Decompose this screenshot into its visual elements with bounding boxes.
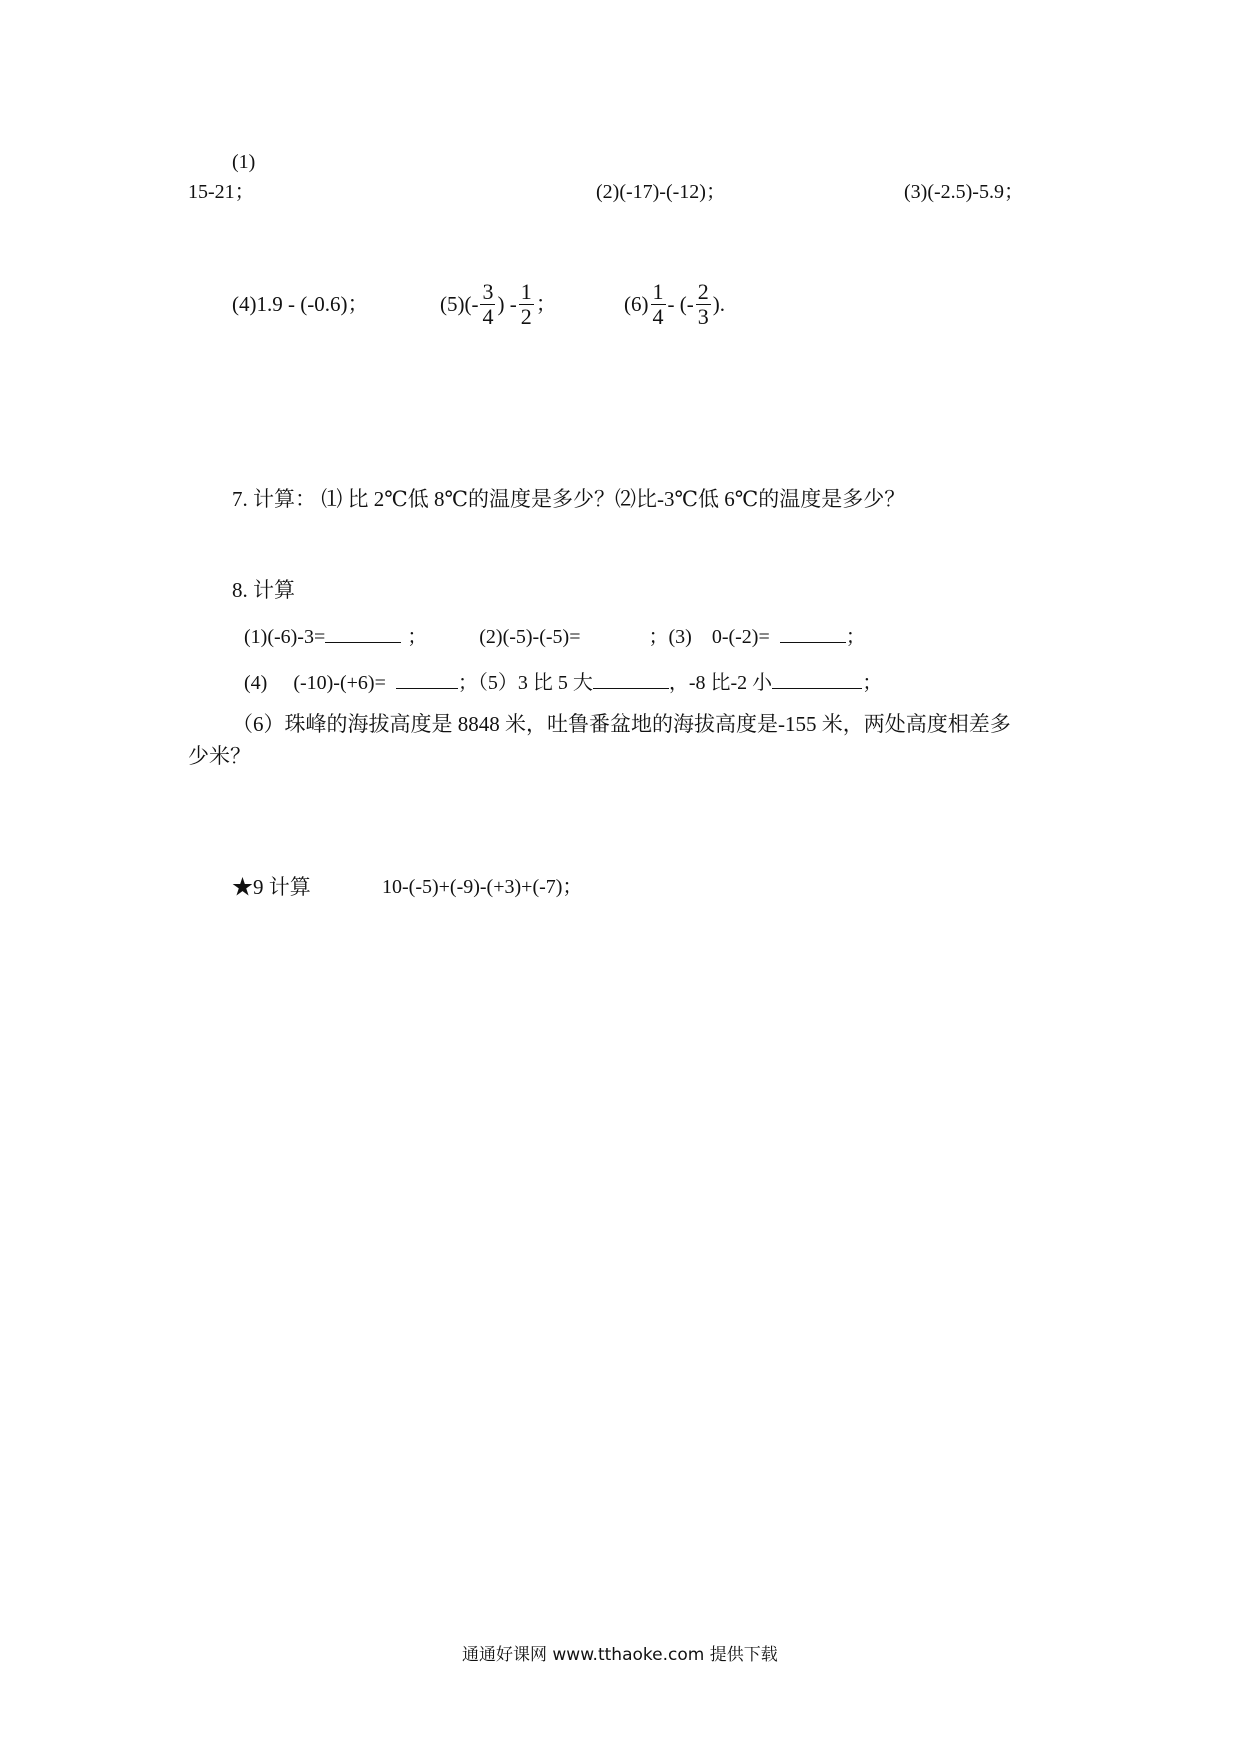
fraction: $\frac{2}{3}$: [697, 278, 709, 329]
q6-part3-expression: (3)(-2.5)-5.9；: [904, 181, 1024, 203]
answer-blank: [396, 668, 458, 689]
q8-row2: (4) (-10)-(+6)= ；（5）3 比 5 大 ，-8 比-2 小 ；: [244, 668, 882, 695]
fraction: $\frac{1}{4}$: [652, 278, 664, 329]
fraction: $\frac{1}{2}$: [520, 278, 532, 329]
q6-part1-expression: 15-21；: [188, 181, 255, 203]
q6-part2-expression: (2)(-17)-(-12)；: [596, 181, 726, 203]
q8-part6-line1: （6）珠峰的海拔高度是 8848 米，吐鲁番盆地的海拔高度是-155 米，两处高度相差多: [232, 712, 1011, 736]
q9-label: ★9 计算: [232, 875, 311, 899]
fraction: $\frac{3}{4}$: [482, 278, 494, 329]
q9-expression: 10-(-5)+(-9)-(+3)+(-7)；: [382, 876, 583, 898]
answer-blank: [780, 622, 846, 643]
q7-question: 7. 计算： ⑴ 比 2℃低 8℃的温度是多少？⑵比-3℃低 6℃的温度是多少？: [232, 487, 906, 511]
footer-text: 通通好课网 www.tthaoke.com 提供下载: [462, 1645, 778, 1665]
q6-part1-label: (1): [232, 151, 256, 173]
q6-part4-expression: (4)1.9 - (-0.6)；: [232, 292, 369, 317]
q6-part5-expression: (5)(- $\frac{3}{4}$ ) - $\frac{1}{2}$ ；: [440, 278, 557, 329]
q8-row1: (1)(-6)-3= ； (2)(-5)-(-5)= ；(3) 0-(-2)= ；: [244, 622, 866, 649]
answer-blank: [772, 668, 862, 689]
q8-part6-line2: 少米？: [188, 744, 251, 768]
answer-blank: [593, 668, 669, 689]
answer-blank: [325, 622, 401, 643]
q8-title: 8. 计算: [232, 578, 295, 602]
q6-part6-expression: (6) $\frac{1}{4}$ - (- $\frac{2}{3}$ ).: [624, 278, 725, 329]
